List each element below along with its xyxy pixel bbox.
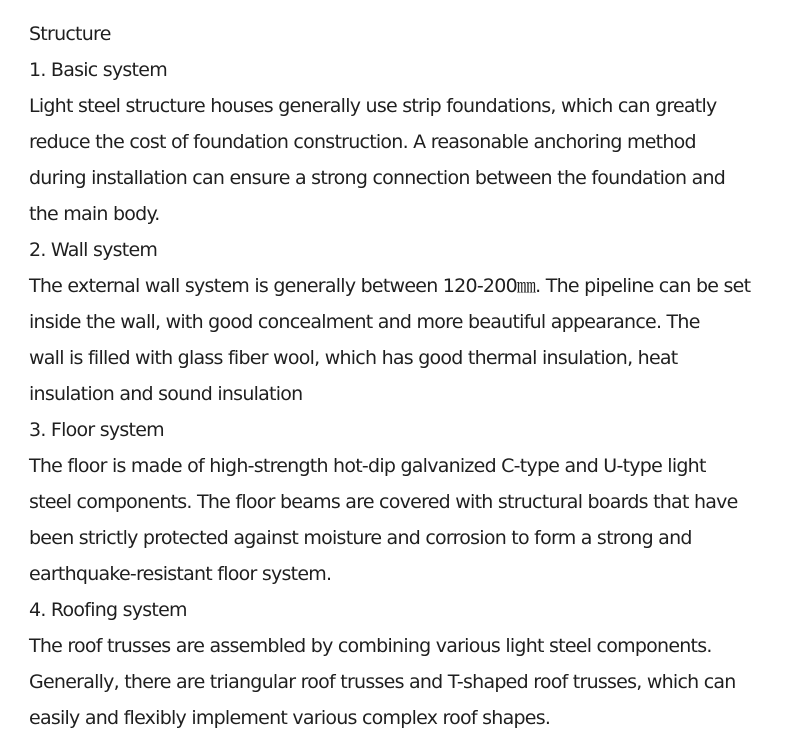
section-text-line: The roof trusses are assembled by combining various light steel components. [29,635,712,657]
section-text-line: The external wall system is generally between 120-200㎜. The pipeline can be set [29,275,751,297]
section-text-line: easily and flexibly implement various complex roof shapes. [29,707,551,729]
section-text-line: earthquake-resistant floor system. [29,563,332,585]
section-title-roofing-system: 4. Roofing system [29,599,187,621]
section-text-line: the main body. [29,203,160,225]
section-title-wall-system: 2. Wall system [29,239,158,261]
section-text-line: Light steel structure houses generally use strip foundations, which can greatly [29,95,717,117]
section-text-line: been strictly protected against moisture and corrosion to form a strong and [29,527,692,549]
section-text-line: during installation can ensure a strong connection between the foundation and [29,167,726,189]
section-title-floor-system: 3. Floor system [29,419,164,441]
section-text-line: Generally, there are triangular roof trusses and T-shaped roof trusses, which can [29,671,736,693]
section-text-line: steel components. The floor beams are covered with structural boards that have [29,491,738,513]
section-title-basic-system: 1. Basic system [29,59,167,81]
section-text-line: insulation and sound insulation [29,383,303,405]
section-text-line: wall is filled with glass fiber wool, which has good thermal insulation, heat [29,347,678,369]
section-text-line: inside the wall, with good concealment and more beautiful appearance. The [29,311,700,333]
section-text-line: The floor is made of high-strength hot-dip galvanized C-type and U-type light [29,455,706,477]
section-text-line: reduce the cost of foundation construction. A reasonable anchoring method [29,131,696,153]
document-heading: Structure [29,23,111,45]
document-body [29,16,779,736]
